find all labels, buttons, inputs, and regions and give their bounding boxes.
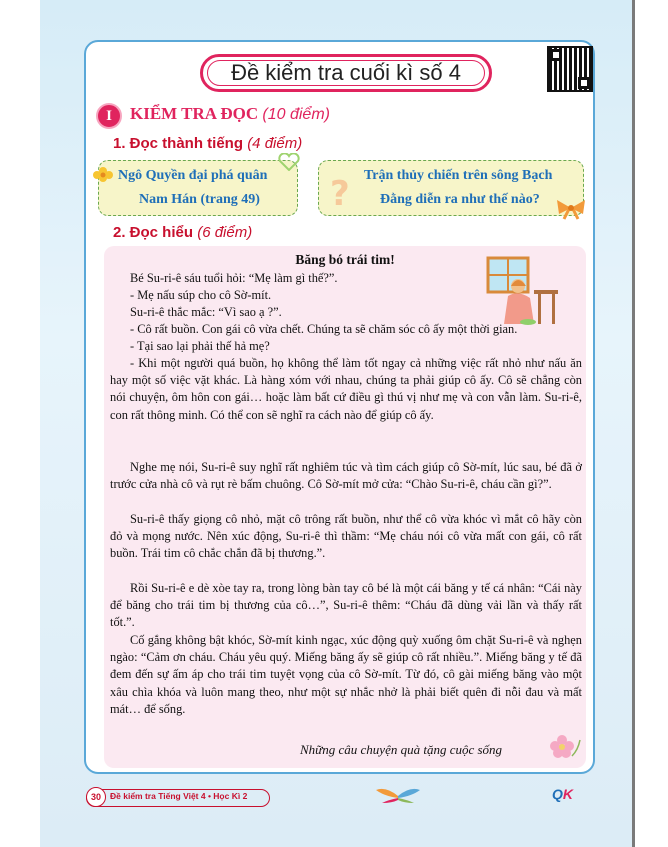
question-mark-icon: ? bbox=[330, 174, 350, 214]
story-paragraph bbox=[110, 580, 582, 632]
part1-label: 1. Đọc thành tiếng bbox=[113, 135, 244, 152]
story-paragraph bbox=[110, 355, 582, 424]
task1-line1: Ngô Quyền đại phá quân bbox=[118, 168, 268, 183]
part2-label: 2. Đọc hiểu bbox=[113, 224, 194, 241]
blossom-icon bbox=[548, 732, 582, 762]
story-paragraph-2: Nghe mẹ nói, Su-ri-ê suy nghĩ rất nghiêm túc và tìm cách giúp cô Sờ-mít, lúc sau, bé đã ở trước cửa nhà cô và rụt rè bấm chuông. Cô Sờ-mít mở cửa: “Chào Su-ri-ê, cháu cần gì?”. bbox=[110, 460, 582, 492]
part1-points: (4 điểm) bbox=[247, 135, 303, 152]
task2-line2: Đằng diễn ra như thế nào? bbox=[380, 192, 540, 207]
story-source: Những câu chuyện quà tặng cuộc sống bbox=[300, 742, 503, 757]
logo-accent: K bbox=[562, 786, 574, 802]
task2-line1: Trận thủy chiến trên sông Bạch bbox=[364, 168, 553, 183]
page-title: Đề kiểm tra cuối kì số 4 bbox=[231, 60, 461, 85]
qr-code-icon[interactable] bbox=[547, 46, 593, 92]
story-line bbox=[110, 321, 582, 338]
task1-line2: Nam Hán (trang 49) bbox=[139, 192, 260, 207]
story-line-5: - Tại sao lại phải thế hả mẹ? bbox=[130, 339, 270, 353]
wings-icon bbox=[374, 786, 422, 804]
story-title: Băng bó trái tim! bbox=[295, 252, 395, 267]
story-line bbox=[110, 338, 582, 355]
story-paragraph bbox=[110, 459, 582, 493]
story-paragraph bbox=[110, 511, 582, 563]
story-line bbox=[110, 304, 478, 321]
heart-icon bbox=[278, 153, 300, 171]
section-label: KIỂM TRA ĐỌC bbox=[130, 104, 259, 123]
story-paragraph bbox=[110, 632, 582, 718]
section-points: (10 điểm) bbox=[262, 106, 330, 123]
section-number: I bbox=[96, 103, 122, 129]
section-title bbox=[130, 104, 330, 124]
story-line-3: Su-ri-ê thắc mắc: “Vì sao ạ ?”. bbox=[130, 305, 282, 319]
story-paragraph-3: Su-ri-ê thấy giọng cô nhỏ, mặt cô trông rất buồn, như thể cô vừa khóc vì mắt cô hãy còn đỏ và mọng nước. Nên xúc động, Su-ri-ê thì thầm: “Mẹ cháu nói cô vừa mất con gái, cô rất buồn. Trái tim cô chắc chắn đã bị thương.”. bbox=[110, 512, 582, 561]
story-paragraph-1: - Khi một người quá buồn, họ không thể làm tốt ngay cả những việc rất nhỏ như nấu ăn hay một số việc vặt khác. Là hàng xóm với nhau, chúng ta phải giúp cô ấy. Cô sẽ chẳng còn nói chuyện, ôm hôn con gái… hoặc làm bất cứ điều gì thú vị như mẹ và con vẫn làm. Su-ri-ê, con rất thông minh. Có thể con sẽ nghĩ ra cách nào để giúp cô ấy. bbox=[110, 356, 582, 422]
page-number: 30 bbox=[86, 787, 106, 807]
story-line-1: Bé Su-ri-ê sáu tuổi hỏi: “Mẹ làm gì thế?”. bbox=[130, 271, 338, 285]
bow-icon bbox=[554, 198, 588, 220]
story-paragraph-5: Cố gắng không bật khóc, Sờ-mít kinh ngạc, xúc động quỳ xuống ôm chặt Su-ri-ê và nghẹn ngào: “Cảm ơn cháu. Cháu yêu quý. Miếng băng ấy sẽ giúp cô rất nhiều.”. Miếng băng y tế đã đem đến sự ấm áp cho trái tim tuyệt vọng của cô Sờ-mít. Từ đó, cô gài miếng băng vào một xâu chìa khóa và luôn mang theo, như một sự nhắc nhở là phải biết quên đi nỗi đau và mất mát… để sống. bbox=[110, 633, 582, 716]
publisher-logo bbox=[552, 786, 573, 802]
part1-heading bbox=[113, 135, 302, 152]
story-paragraph-4: Rồi Su-ri-ê e dè xòe tay ra, trong lòng bàn tay cô bé là một cái băng y tế cá nhân: “Cái này để băng cho trái tim bị thương của cô…”, Su-ri-ê thêm: “Cháu đã dùng vải lần và thấy rất tốt.”. bbox=[110, 581, 582, 630]
page-edge-line bbox=[632, 0, 635, 847]
part2-heading bbox=[113, 224, 252, 241]
story-line bbox=[110, 270, 478, 287]
story-line-4: - Cô rất buồn. Con gái cô vừa chết. Chúng ta sẽ chăm sóc cô ấy một thời gian. bbox=[130, 322, 518, 336]
footer-book-title: Đề kiểm tra Tiếng Việt 4 • Học Kì 2 bbox=[110, 791, 248, 801]
story-line-2: - Mẹ nấu súp cho cô Sờ-mít. bbox=[130, 288, 272, 302]
flower-icon bbox=[92, 166, 114, 184]
part2-points: (6 điểm) bbox=[197, 224, 253, 241]
logo-main: Q bbox=[552, 786, 563, 802]
story-line bbox=[110, 287, 478, 304]
